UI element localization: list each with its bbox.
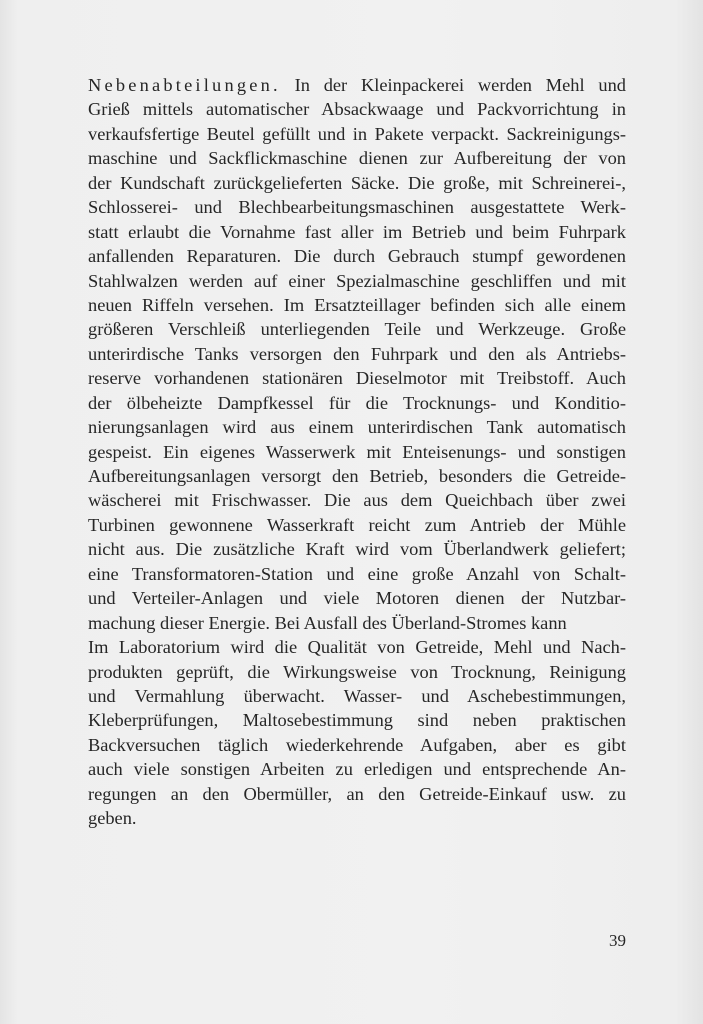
- paragraph-1-line: maschine und Sackflickmaschine dienen zur Aufbereitung der von: [88, 148, 626, 169]
- paragraph-1-line: nicht aus. Die zusätzliche Kraft wird vom Überlandwerk geliefert;: [88, 539, 626, 560]
- paragraph-1-line-last: machung dieser Energie. Bei Ausfall des Überland-Stromes kann: [88, 612, 567, 633]
- paragraph-1-line: eine Transformatoren-Station und eine große Anzahl von Schalt-: [88, 563, 626, 584]
- paragraph-2-line: Kleberprüfungen, Maltosebestimmung sind neben praktischen: [88, 710, 626, 731]
- paragraph-2-line: und Vermahlung überwacht. Wasser- und Aschebestimmungen,: [88, 685, 626, 706]
- paragraph-1-line: Stahlwalzen werden auf einer Spezialmaschine geschliffen und mit: [88, 270, 626, 291]
- spaced-heading-word: Nebenabteilungen.: [88, 75, 281, 95]
- paragraph-1-line: anfallenden Reparaturen. Die durch Gebrauch stumpf gewordenen: [88, 246, 626, 267]
- paragraph-2-line-last: geben.: [88, 808, 137, 829]
- paragraph-1-line: statt erlaubt die Vornahme fast aller im Betrieb und beim Fuhrpark: [88, 221, 626, 242]
- paragraph-1-line: Aufbereitungsanlagen versorgt den Betrieb, besonders die Getreide-: [88, 466, 626, 486]
- paragraph-1-line: unterirdische Tanks versorgen den Fuhrpark und den als Antriebs-: [88, 343, 626, 364]
- paragraph-1-line: Grieß mittels automatischer Absackwaage und Packvorrichtung in: [88, 99, 626, 120]
- paragraph-1-line: der ölbeheizte Dampfkessel für die Trocknungs- und Konditio-: [88, 392, 626, 413]
- page-number: 39: [609, 931, 626, 950]
- paragraph-1-line: reserve vorhandenen stationären Dieselmotor mit Treibstoff. Auch: [88, 368, 626, 389]
- paragraph-1-line: der Kundschaft zurückgelieferten Säcke. Die große, mit Schreinerei-,: [88, 172, 626, 193]
- body-text: [88, 73, 626, 831]
- paragraph-1-line: Turbinen gewonnene Wasserkraft reicht zum Antrieb der Mühle: [88, 514, 626, 535]
- paragraph-1-line: wäscherei mit Frischwasser. Die aus dem Queichbach über zwei: [88, 490, 626, 511]
- paragraph-1-line: verkaufsfertige Beutel gefüllt und in Pakete verpackt. Sackreinigungs-: [88, 123, 626, 144]
- paragraph-2-line: auch viele sonstigen Arbeiten zu erledigen und entsprechende An-: [88, 759, 626, 780]
- paragraph-1-line: und Verteiler-Anlagen und viele Motoren dienen der Nutzbar-: [88, 588, 626, 609]
- paragraph-1-line: Schlosserei- und Blechbearbeitungsmaschinen ausgestattete Werk-: [88, 197, 626, 218]
- paragraph-1-line: größeren Verschleiß unterliegenden Teile und Werkzeuge. Große: [88, 319, 626, 340]
- first-line-text: In der Kleinpackerei werden Mehl und: [280, 75, 626, 95]
- paragraph-2-line: produkten geprüft, die Wirkungsweise von Trocknung, Reinigung: [88, 661, 626, 682]
- paragraph-2-line: regungen an den Obermüller, an den Getreide-Einkauf usw. zu: [88, 783, 626, 804]
- paragraph-1-line: neuen Riffeln versehen. Im Ersatzteillager befinden sich alle einem: [88, 294, 626, 315]
- paragraph-2-line: Backversuchen täglich wiederkehrende Aufgaben, aber es gibt: [88, 734, 626, 755]
- paragraph-1-line: nierungsanlagen wird aus einem unterirdischen Tank automatisch: [88, 417, 626, 438]
- paragraph-1-line: gespeist. Ein eigenes Wasserwerk mit Enteisenungs- und sonstigen: [88, 441, 626, 462]
- paragraph-2-line: Im Laboratorium wird die Qualität von Getreide, Mehl und Nach-: [88, 637, 626, 658]
- paragraph-1-line-1: [88, 73, 626, 97]
